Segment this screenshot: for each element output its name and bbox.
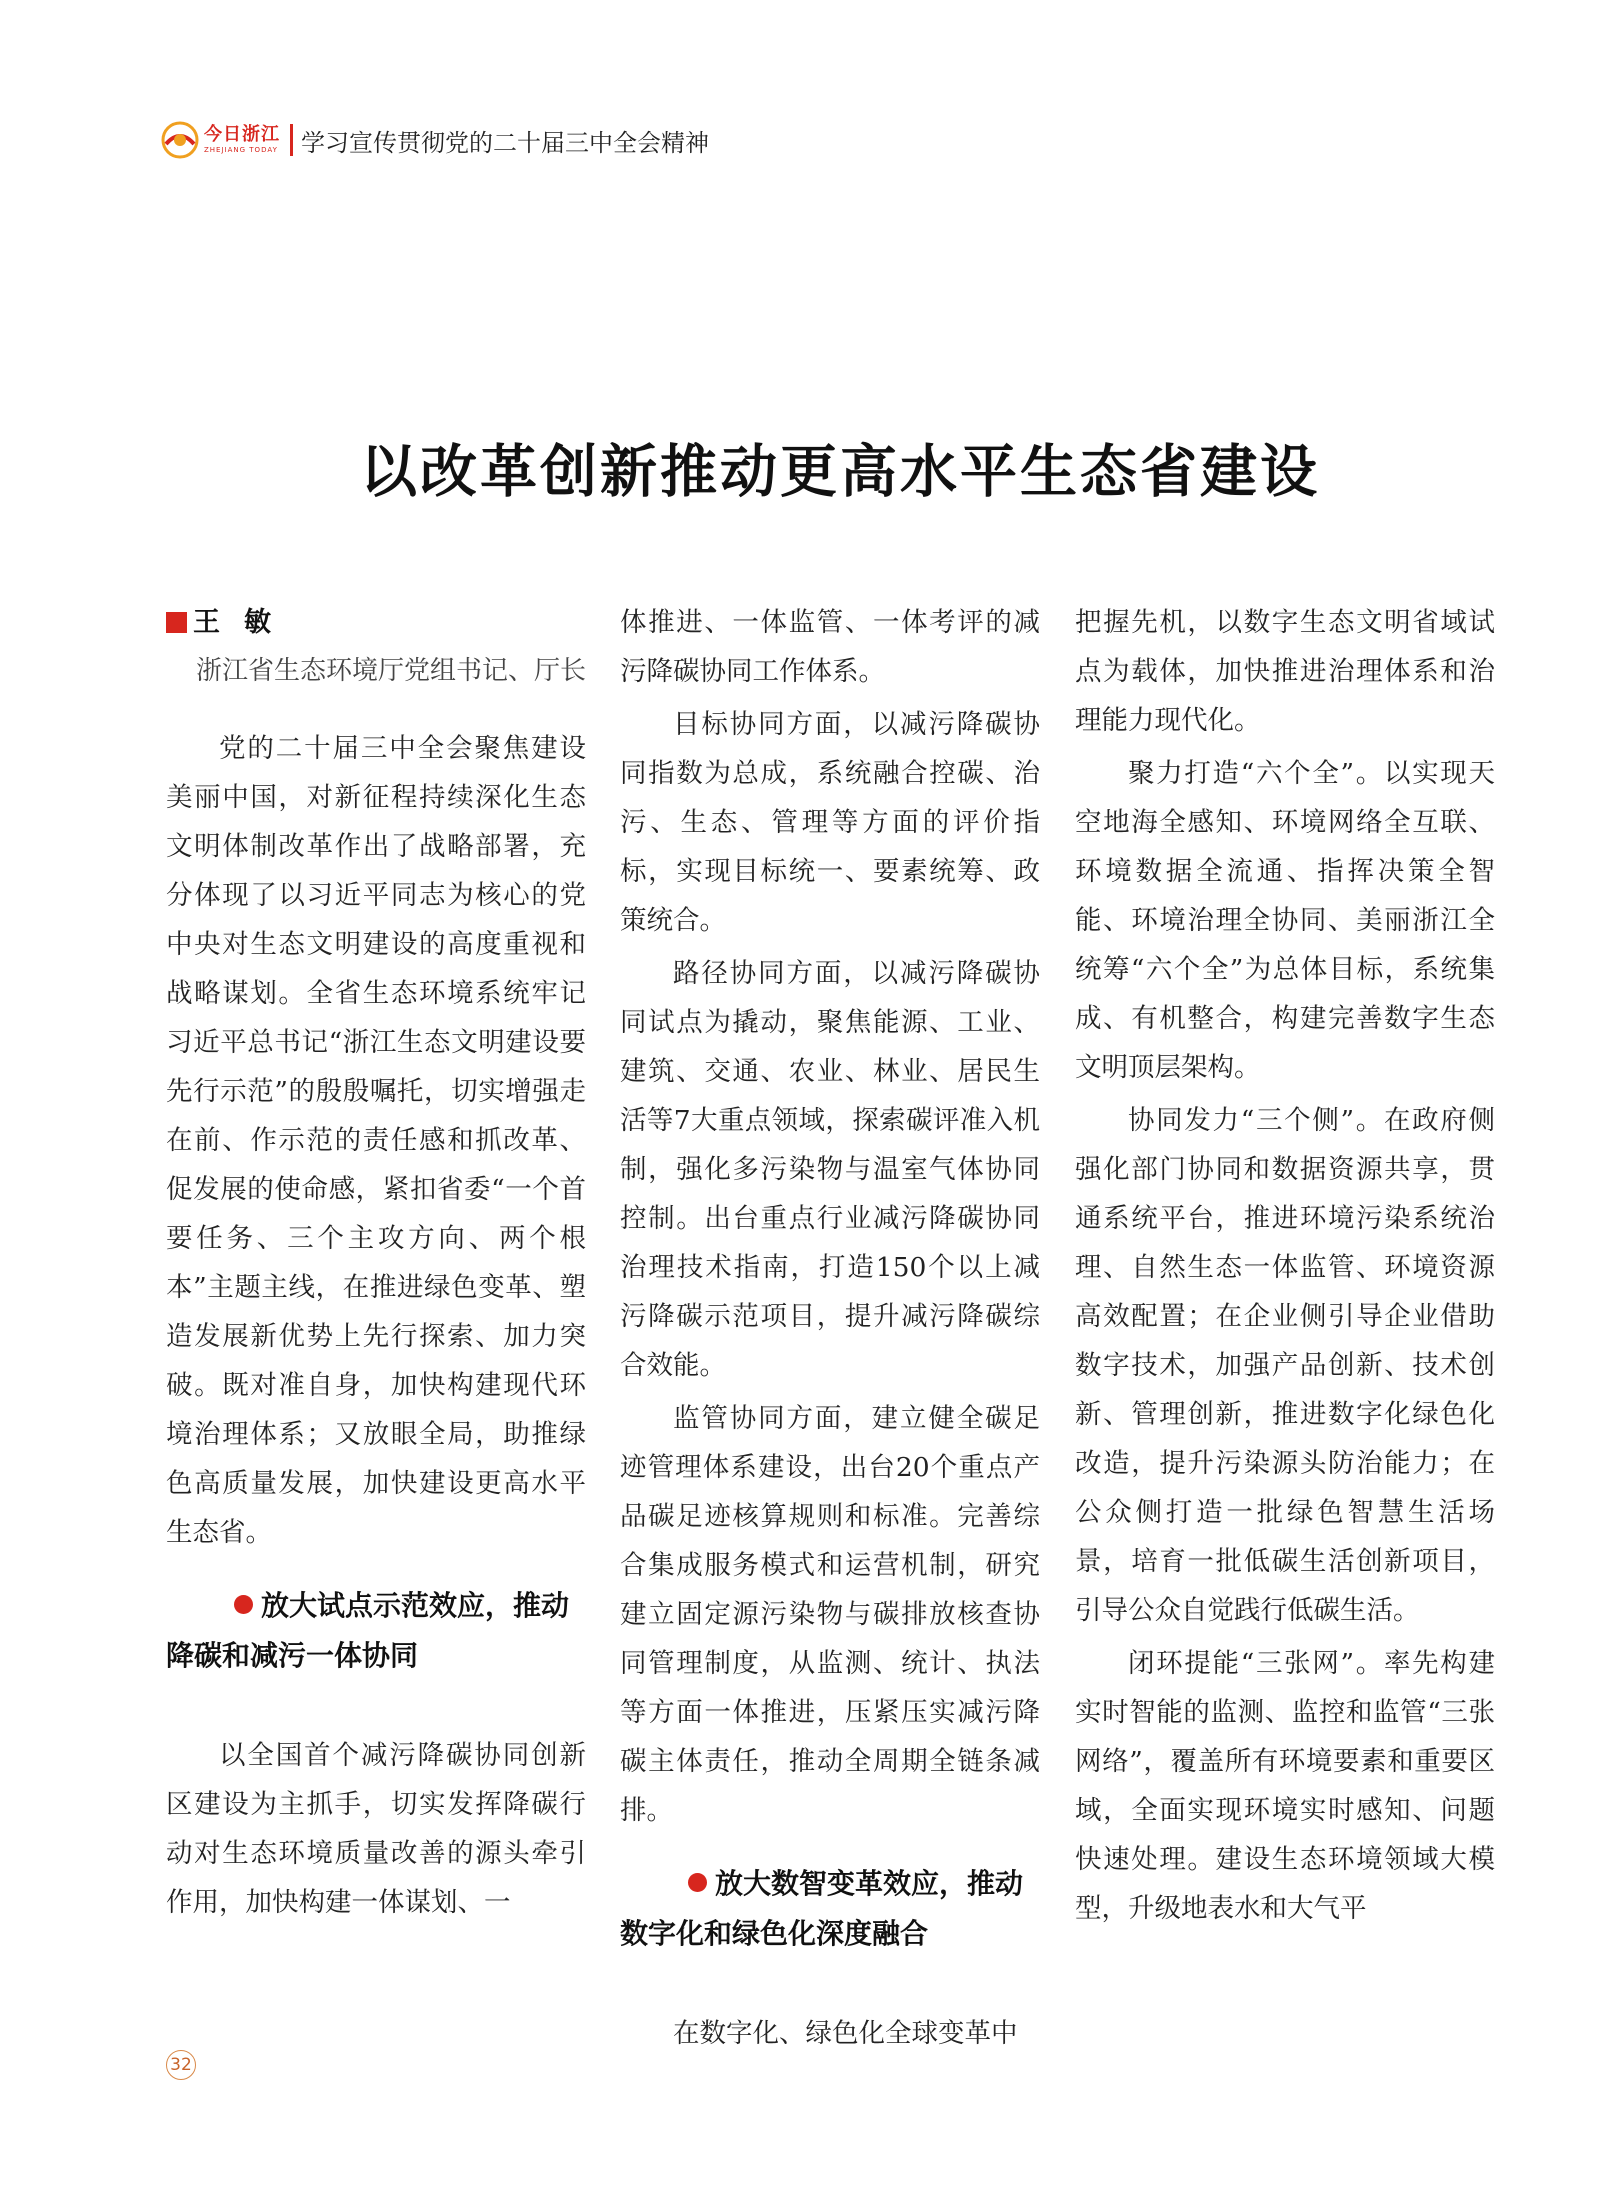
bullet-dot-icon — [688, 1873, 707, 1892]
paragraph: 体推进、一体监管、一体考评的减污降碳协同工作体系。 — [620, 607, 1040, 687]
paragraph: 闭环提能“三张网”。率先构建实时智能的监测、监控和监管“三张网络”，覆盖所有环境要素和重要区域，全面实现环境实时感知、问题快速处理。建设生态环境领域大模型，升级地表水和大气平 — [1075, 1648, 1495, 1924]
paragraph: 在数字化、绿色化全球变革中 — [673, 2018, 1018, 2049]
paragraph: 把握先机，以数字生态文明省域试点为载体，加快推进治理体系和治理能力现代化。 — [1075, 607, 1495, 736]
author-affiliation: 浙江省生态环境厅党组书记、厅长 — [195, 656, 586, 686]
page-header — [160, 118, 709, 162]
paragraph: 聚力打造“六个全”。以实现天空地海全感知、环境网络全互联、环境数据全流通、指挥决策全智能、环境治理全协同、美丽浙江全统筹“六个全”为总体目标，系统集成、有机整合，构建完善数字生态文明顶层架构。 — [1075, 758, 1495, 1083]
paragraph-lead: 监管协同方面， — [673, 1403, 872, 1434]
logo-chinese-text: 今日浙江 — [204, 124, 280, 145]
bullet-dot-icon — [234, 1595, 253, 1614]
author-marker-icon — [166, 612, 187, 633]
logo-english-text: ZHEJIANG TODAY — [204, 146, 278, 154]
section-heading-2: 放大数智变革效应，推动数字化和绿色化深度融合 — [620, 1867, 1024, 1950]
paragraph-lead: 聚力打造“六个全”。 — [1128, 758, 1384, 789]
header-divider — [290, 124, 293, 156]
article-title: 以改革创新推动更高水平生态省建设 — [360, 438, 1320, 506]
section-heading-1: 放大试点示范效应，推动降碳和减污一体协同 — [166, 1589, 570, 1672]
paragraph-lead: 目标协同方面， — [673, 709, 872, 740]
text-column-3 — [1075, 598, 1495, 1937]
paragraph-lead: 协同发力“三个侧”。 — [1128, 1105, 1384, 1136]
paragraph: 目标协同方面，以减污降碳协同指数为总成，系统融合控碳、治污、生态、管理等方面的评价指标，实现目标统一、要素统筹、政策统合。 — [620, 709, 1040, 936]
paragraph: 监管协同方面，建立健全碳足迹管理体系建设，出台20个重点产品碳足迹核算规则和标准。完善综合集成服务模式和运营机制，研究建立固定源污染物与碳排放核查协同管理制度，从监测、统计、执法等方面一体推进，压紧压实减污降碳主体责任，推动全周期全链条减排。 — [620, 1403, 1040, 1826]
author-line — [166, 598, 586, 647]
sun-logo-icon — [160, 120, 200, 160]
paragraph: 以全国首个减污降碳协同创新区建设为主抓手，切实发挥降碳行动对生态环境质量改善的源头牵引作用，加快构建一体谋划、一 — [166, 1740, 586, 1918]
paragraph: 党的二十届三中全会聚焦建设美丽中国，对新征程持续深化生态文明体制改革作出了战略部署，充分体现了以习近平同志为核心的党中央对生态文明建设的高度重视和战略谋划。全省生态环境系统牢记习近平总书记“浙江生态文明建设要先行示范”的殷殷嘱托，切实增强走在前、作示范的责任感和抓改革、促发展的使命感，紧扣省委“一个首要任务、三个主攻方向、两个根本”主题主线，在推进绿色变革、塑造发展新优势上先行探索、加力突破。既对准自身，加快构建现代环境治理体系；又放眼全局，助推绿色高质量发展，加快建设更高水平生态省。 — [166, 733, 586, 1548]
magazine-logo — [160, 120, 280, 160]
paragraph-lead: 路径协同方面， — [673, 958, 872, 989]
page-number: 32 — [166, 2050, 196, 2080]
paragraph: 路径协同方面，以减污降碳协同试点为撬动，聚焦能源、工业、建筑、交通、农业、林业、居民生活等7大重点领域，探索碳评准入机制，强化多污染物与温室气体协同控制。出台重点行业减污降碳协同治理技术指南，打造150个以上减污降碳示范项目，提升减污降碳综合效能。 — [620, 958, 1040, 1381]
column-title: 学习宣传贯彻党的二十届三中全会精神 — [301, 128, 709, 157]
paragraph-lead: 闭环提能“三张网”。 — [1128, 1648, 1384, 1679]
text-column-1 — [166, 598, 586, 1931]
author-name: 王敏 — [193, 607, 295, 638]
text-column-2 — [620, 598, 1040, 2062]
paragraph: 协同发力“三个侧”。在政府侧强化部门协同和数据资源共享，贯通系统平台，推进环境污染系统治理、自然生态一体监管、环境资源高效配置；在企业侧引导企业借助数字技术，加强产品创新、技术创新、管理创新，推进数字化绿色化改造，提升污染源头防治能力；在公众侧打造一批绿色智慧生活场景，培育一批低碳生活创新项目，引导公众自觉践行低碳生活。 — [1075, 1105, 1495, 1626]
